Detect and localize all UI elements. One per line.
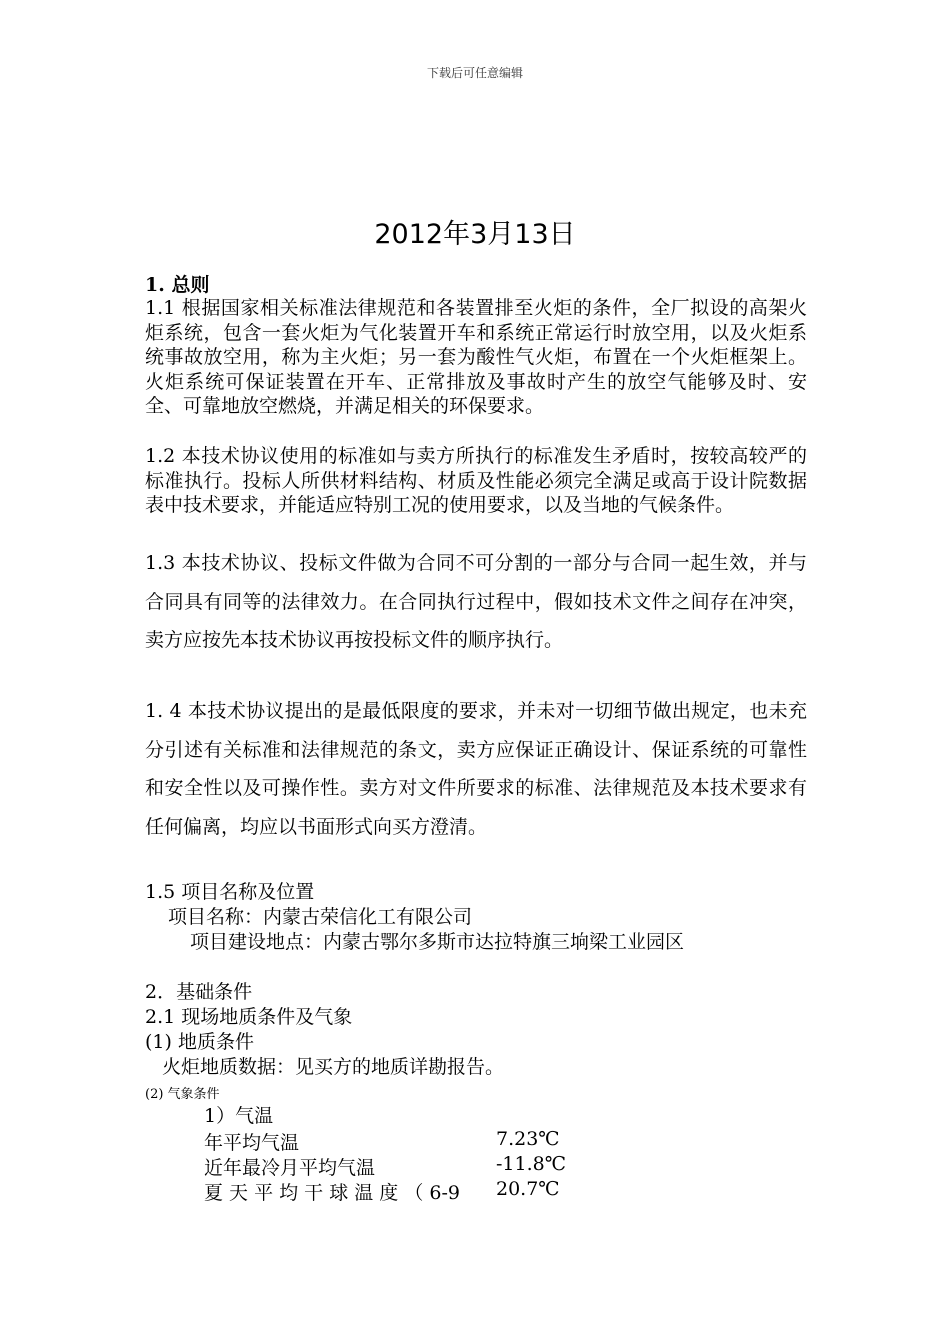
temperature-title: 1）气温 xyxy=(204,1105,274,1127)
project-site: 项目建设地点：内蒙古鄂尔多斯市达拉特旗三垧梁工业园区 xyxy=(190,931,685,953)
weather-title: (2) 气象条件 xyxy=(145,1087,220,1102)
section-2-1-title: 2.1 现场地质条件及气象 xyxy=(145,1006,353,1028)
section-2-title: 2．基础条件 xyxy=(145,981,253,1003)
table-row-value: 20.7℃ xyxy=(496,1178,560,1200)
paragraph-1-3: 1.3 本技术协议、投标文件做为合同不可分割的一部分与合同一起生效，并与合同具有同等的法律效力。在合同执行过程中，假如技术文件之间存在冲突，卖方应按先本技术协议再按投标文件的顺序执行。 xyxy=(145,552,807,651)
geology-text: 火炬地质数据：见买方的地质详勘报告。 xyxy=(162,1056,505,1078)
page-header-note: 下载后可任意编辑 xyxy=(426,66,523,80)
table-row-value: -11.8℃ xyxy=(496,1153,566,1175)
paragraph-1-4: 1. 4 本技术协议提出的是最低限度的要求，并未对一切细节做出规定，也未充分引述有关标准和法律规范的条文，卖方应保证正确设计、保证系统的可靠性和安全性以及可操作性。卖方对文件所要求的标准、法律规范及本技术要求有任何偏离，均应以书面形式向买方澄清。 xyxy=(145,700,807,838)
table-row-value: 7.23℃ xyxy=(496,1128,560,1150)
paragraph-1-5-title: 1.5 项目名称及位置 xyxy=(145,881,315,903)
paragraph-1-2: 1.2 本技术协议使用的标准如与卖方所执行的标准发生矛盾时，按较高较严的标准执行。投标人所供材料结构、材质及性能必须完全满足或高于设计院数据表中技术要求，并能适应特别工况的使用要求，以及当地的气候条件。 xyxy=(145,445,807,517)
section-1-title: 1. 总则 xyxy=(145,274,210,296)
table-row-label: 年平均气温 xyxy=(204,1132,300,1154)
document-date: 2012年3月13日 xyxy=(374,219,576,250)
geology-title: (1) 地质条件 xyxy=(145,1031,254,1053)
table-row-label: 夏 天 平 均 干 球 温 度 （ 6-9 xyxy=(204,1182,460,1204)
table-row-label: 近年最冷月平均气温 xyxy=(204,1157,376,1179)
project-name: 项目名称：内蒙古荣信化工有限公司 xyxy=(168,906,473,928)
paragraph-1-1: 1.1 根据国家相关标准法律规范和各装置排至火炬的条件，全厂拟设的高架火炬系统，包含一套火炬为气化装置开车和系统正常运行时放空用，以及火炬系统事故放空用，称为主火炬；另一套为酸性气火炬，布置在一个火炬框架上。火炬系统可保证装置在开车、正常排放及事故时产生的放空气能够及时、安全、可靠地放空燃烧，并满足相关的环保要求。 xyxy=(145,297,807,418)
